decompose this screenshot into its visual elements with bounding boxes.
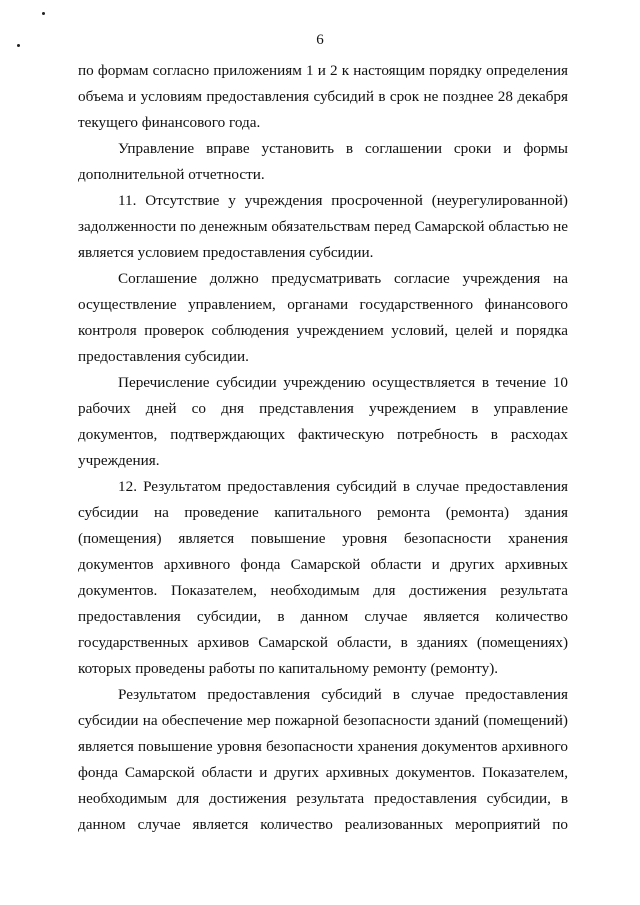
text-line: (помещения) является повышение уровня безопасности хранения [78, 530, 568, 547]
paragraph-p1 [78, 58, 568, 136]
text-line: документов. Показателем, необходимым для достижения результата [78, 582, 568, 599]
text-line: фонда Самарской области и других архивных документов. Показателем, [78, 764, 568, 781]
text-line: документов, подтверждающих фактическую потребность в расходах [78, 426, 568, 443]
text-line: Перечисление субсидии учреждению осуществляется в течение 10 [118, 374, 568, 391]
text-line: является условием предоставления субсидии. [78, 244, 374, 261]
paragraph-p6 [78, 474, 568, 682]
text-line: 12. Результатом предоставления субсидий в случае предоставления [118, 478, 568, 495]
text-line: субсидии на обеспечение мер пожарной безопасности зданий (помещений) [78, 712, 568, 729]
text-line: предоставления субсидии, в данном случае является количество [78, 608, 568, 625]
document-body [78, 58, 568, 838]
paragraph-p7 [78, 682, 568, 838]
text-line: 11. Отсутствие у учреждения просроченной (неурегулированной) [118, 192, 568, 209]
text-line: предоставления субсидии. [78, 348, 249, 365]
text-line: Управление вправе установить в соглашении сроки и формы [118, 140, 568, 157]
text-line: документов архивного фонда Самарской области и других архивных [78, 556, 568, 573]
scan-speck [42, 12, 45, 15]
text-line: осуществление управлением, органами государственного финансового [78, 296, 568, 313]
text-line: данном случае является количество реализованных мероприятий по [78, 816, 568, 833]
paragraph-p2 [78, 136, 568, 188]
text-line: по формам согласно приложениям 1 и 2 к настоящим порядку определения [78, 62, 568, 79]
paragraph-p4 [78, 266, 568, 370]
text-line: объема и условиям предоставления субсидий в срок не позднее 28 декабря [78, 88, 568, 105]
paragraph-p3 [78, 188, 568, 266]
text-line: является повышение уровня безопасности хранения документов архивного [78, 738, 568, 755]
text-line: контроля проверок соблюдения учреждением условий, целей и порядка [78, 322, 568, 339]
text-line: рабочих дней со дня представления учреждением в управление [78, 400, 568, 417]
text-line: Соглашение должно предусматривать согласие учреждения на [118, 270, 568, 287]
text-line: субсидии на проведение капитального ремонта (ремонта) здания [78, 504, 568, 521]
text-line: текущего финансового года. [78, 114, 261, 131]
text-line: Результатом предоставления субсидий в случае предоставления [118, 686, 568, 703]
text-line: учреждения. [78, 452, 160, 469]
text-line: дополнительной отчетности. [78, 166, 265, 183]
page-number: 6 [316, 32, 324, 48]
text-line: государственных архивов Самарской области, в зданиях (помещениях) [78, 634, 568, 651]
text-line: которых проведены работы по капитальному ремонту (ремонту). [78, 660, 499, 677]
paragraph-p5 [78, 370, 568, 474]
text-line: необходимым для достижения результата предоставления субсидии, в [78, 790, 568, 807]
text-line: задолженности по денежным обязательствам перед Самарской областью не [78, 218, 568, 235]
